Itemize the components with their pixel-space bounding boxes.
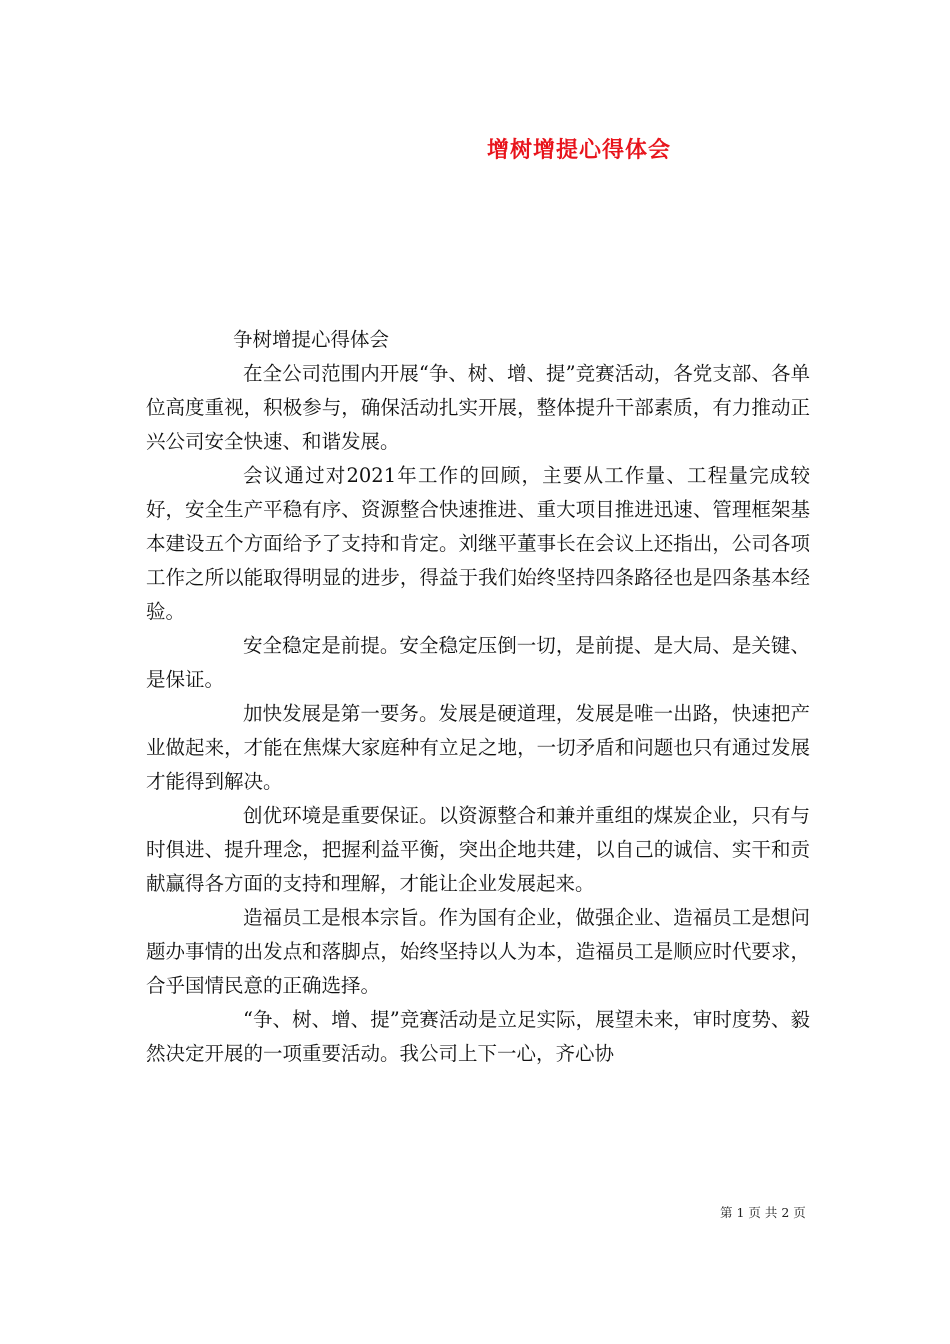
paragraph-2: 会议通过对2021年工作的回顾，主要从工作量、工程量完成较好，安全生产平稳有序、资源整合快速推进、重大项目推进迅速、管理框架基本建设五个方面给予了支持和肯定。刘继平董事长在会议上还指出，公司各项工作之所以能取得明显的进步，得益于我们始终坚持四条路径也是四条基本经验。 bbox=[146, 464, 810, 623]
paragraph-6: 造福员工是根本宗旨。作为国有企业，做强企业、造福员工是想问题办事情的出发点和落脚点，始终坚持以人为本，造福员工是顺应时代要求，合乎国情民意的正确选择。 bbox=[146, 906, 810, 997]
paragraph-5: 创优环境是重要保证。以资源整合和兼并重组的煤炭企业，只有与时俱进、提升理念，把握利益平衡，突出企地共建，以自己的诚信、实干和贡献赢得各方面的支持和理解，才能让企业发展起来。 bbox=[146, 804, 810, 895]
paragraph-3: 安全稳定是前提。安全稳定压倒一切，是前提、是大局、是关键、是保证。 bbox=[146, 634, 810, 691]
paragraph-1: 在全公司范围内开展“争、树、增、提”竞赛活动，各党支部、各单位高度重视，积极参与，确保活动扎实开展，整体提升干部素质，有力推动正兴公司安全快速、和谐发展。 bbox=[146, 362, 810, 453]
paragraph-4: 加快发展是第一要务。发展是硬道理，发展是唯一出路，快速把产业做起来，才能在焦煤大家庭种有立足之地，一切矛盾和问题也只有通过发展才能得到解决。 bbox=[146, 702, 810, 793]
page-footer: 第 1 页 共 2 页 bbox=[720, 1205, 806, 1220]
paragraph-7: “争、树、增、提”竞赛活动是立足实际，展望未来，审时度势、毅然决定开展的一项重要活动。我公司上下一心，齐心协 bbox=[146, 1008, 810, 1065]
document-body bbox=[146, 323, 810, 1071]
document-title: 增树增提心得体会 bbox=[487, 137, 672, 163]
document-subtitle: 争树增提心得体会 bbox=[233, 328, 390, 351]
